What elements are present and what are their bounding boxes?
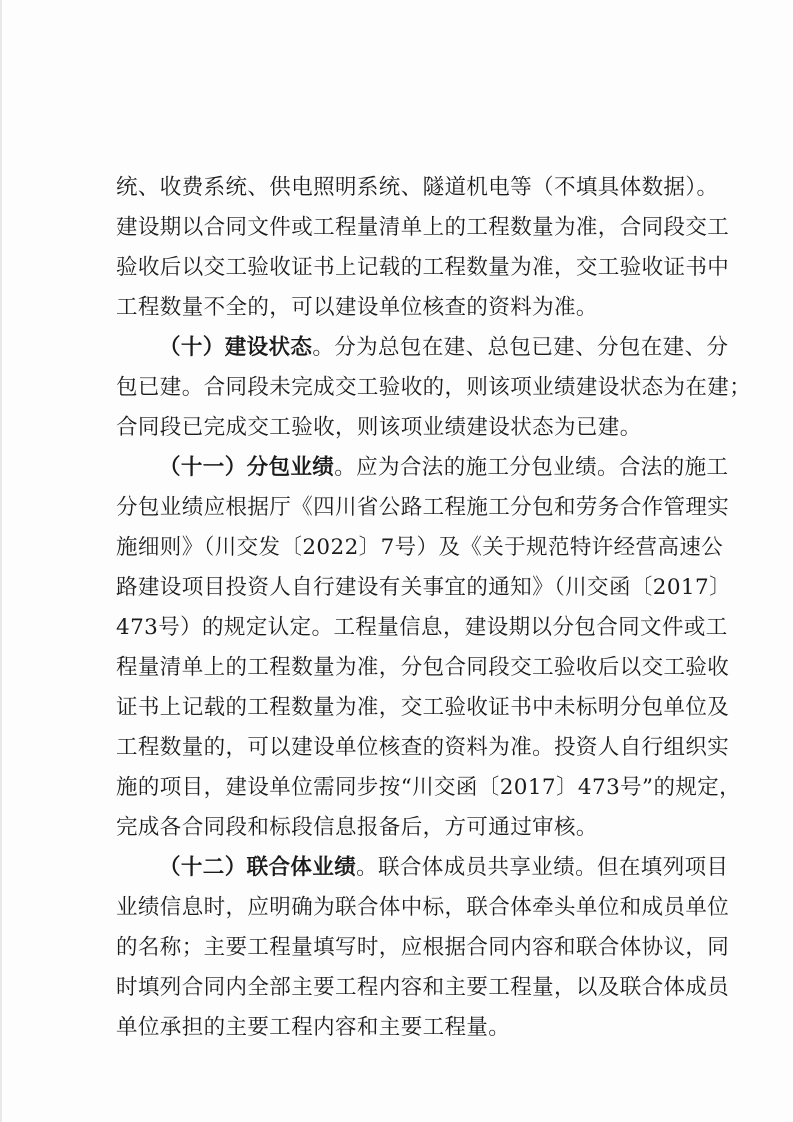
section-10-heading: （十）建设状态: [159, 335, 313, 360]
text-line: 单位承担的主要工程内容和主要工程量。: [116, 1015, 511, 1040]
text-line: 时填列合同内全部主要工程内容和主要工程量，以及联合体成员: [116, 975, 730, 1000]
text-line: 验收后以交工验收证书上记载的工程数量为准，交工验收证书中: [116, 255, 730, 280]
text-line: 路建设项目投资人自行建设有关事宜的通知》（川交函〔2017〕: [116, 575, 731, 600]
section-11-first-line: [116, 448, 729, 488]
text-line: 合同段已完成交工验收，则该项业绩建设状态为已建。: [116, 415, 642, 440]
text-line: 的名称；主要工程量填写时，应根据合同内容和联合体协议，同: [116, 935, 730, 960]
text-line: 程量清单上的工程数量为准，分包合同段交工验收后以交工验收: [116, 655, 730, 680]
document-body: [116, 168, 752, 1048]
scan-edge: [0, 0, 2, 1122]
section-10-first-line: [116, 328, 729, 368]
text-line: 工程数量不全的，可以建设单位核查的资料为准。: [116, 295, 598, 320]
section-11-heading: （十一）分包业绩: [159, 455, 335, 480]
section-11-text: 。应为合法的施工分包业绩。合法的施工: [334, 455, 729, 480]
section-12-first-line: [116, 848, 729, 888]
text-line: 证书上记载的工程数量为准，交工验收证书中未标明分包单位及: [116, 695, 730, 720]
text-line: 施细则》（川交发〔2022〕7号）及《关于规范特许经营高速公: [116, 535, 724, 560]
text-line: 施的项目，建设单位需同步按“川交函〔2017〕473号”的规定，: [116, 775, 742, 800]
section-10-text: 。分为总包在建、总包已建、分包在建、分: [312, 335, 729, 360]
text-line: 统、收费系统、供电照明系统、隧道机电等（不填具体数据）。: [116, 175, 719, 200]
text-line: 完成各合同段和标段信息报备后，方可通过审核。: [116, 815, 598, 840]
text-line: 分包业绩应根据厅《四川省公路工程施工分包和劳务合作管理实: [116, 495, 730, 520]
section-12-text: 。联合体成员共享业绩。但在填列项目: [356, 855, 729, 880]
text-line: 包已建。合同段未完成交工验收的，则该项业绩建设状态为在建；: [116, 375, 752, 400]
text-line: 工程数量的，可以建设单位核查的资料为准。投资人自行组织实: [116, 735, 730, 760]
text-line: 建设期以合同文件或工程量清单上的工程数量为准，合同段交工: [116, 215, 730, 240]
text-line: 473号）的规定认定。工程量信息，建设期以分包合同文件或工: [116, 615, 728, 640]
text-line: 业绩信息时，应明确为联合体中标，联合体牵头单位和成员单位: [116, 895, 730, 920]
section-12-heading: （十二）联合体业绩: [159, 855, 357, 880]
